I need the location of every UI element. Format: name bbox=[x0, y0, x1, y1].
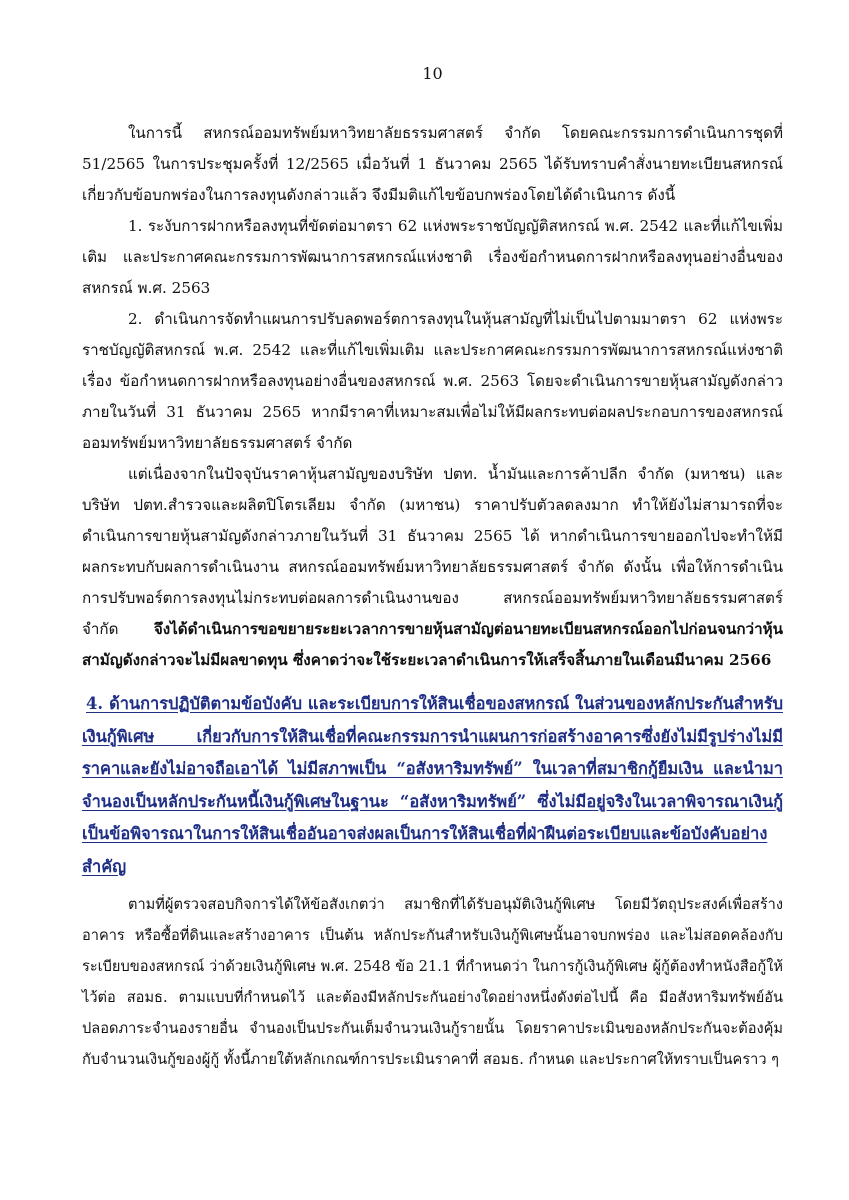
section-4-title: ด้านการปฏิบัติตามข้อบังคับ และระเบียบการให้สินเชื่อของสหกรณ์ ในส่วนของหลักประกันสำหรับเงินกู้พิเศษ เกี่ยวกับการให้สินเชื่อที่คณะกรรมการนำแผนการก่อสร้างอาคารซึ่งยังไม่มีรูปร่างไม่มีราคาและยังไม่อาจถือเอาได้ ไม่มีสภาพเป็น “อสังหาริมทรัพย์” ในเวลาที่สมาชิกกู้ยืมเงิน และนำมาจำนองเป็นหลักประกันหนี้เงินกู้พิเศษในฐานะ “อสังหาริมทรัพย์” ซึ่งไม่มีอยู่จริงในเวลาพิจารณาเงินกู้เป็นข้อพิจารณาในการให้สินเชื่ออันอาจส่งผลเป็นการให้สินเชื่อที่ฝ่าฝืนต่อระเบียบและข้อบังคับอย่างสำคัญ bbox=[82, 694, 783, 876]
section-4-paragraph: ตามที่ผู้ตรวจสอบกิจการได้ให้ข้อสังเกตว่า สมาชิกที่ได้รับอนุมัติเงินกู้พิเศษ โดยมีวัตถุประสงค์เพื่อสร้างอาคาร หรือซื้อที่ดินและสร้างอาคาร เป็นต้น หลักประกันสำหรับเงินกู้พิเศษนั้นอาจบกพร่อง และไม่สอดคล้องกับระเบียบของสหกรณ์ ว่าด้วยเงินกู้พิเศษ พ.ศ. 2548 ข้อ 21.1 ที่กำหนดว่า ในการกู้เงินกู้พิเศษ ผู้กู้ต้องทำหนังสือกู้ให้ไว้ต่อ สอมธ. ตามแบบที่กำหนดไว้ และต้องมีหลักประกันอย่างใดอย่างหนึ่งดังต่อไปนี้ คือ มีอสังหาริมทรัพย์อันปลอดภาระจำนองรายอื่น จำนองเป็นประกันเต็มจำนวนเงินกู้รายนั้น โดยราคาประเมินของหลักประกันจะต้องคุ้มกับจำนวนเงินกู้ของผู้กู้ ทั้งนี้ภายใต้หลักเกณฑ์การประเมินราคาที่ สอมธ. กำหนด และประกาศให้ทราบเป็นคราว ๆ bbox=[82, 896, 783, 1068]
section-4-body bbox=[82, 889, 783, 1075]
item-2-paragraph: 2. ดำเนินการจัดทำแผนการปรับลดพอร์ตการลงทุนในหุ้นสามัญที่ไม่เป็นไปตามมาตรา 62 แห่งพระราชบัญญัติสหกรณ์ พ.ศ. 2542 และที่แก้ไขเพิ่มเติม และประกาศคณะกรรมการพัฒนาการสหกรณ์แห่งชาติ เรื่อง ข้อกำหนดการฝากหรือลงทุนอย่างอื่นของสหกรณ์ พ.ศ. 2563 โดยจะดำเนินการขายหุ้นสามัญดังกล่าวภายในวันที่ 31 ธันวาคม 2565 หากมีราคาที่เหมาะสมเพื่อไม่ให้มีผลกระทบต่อผลประกอบการของสหกรณ์ออมทรัพย์มหาวิทยาลัยธรรมศาสตร์ จำกัด bbox=[82, 310, 783, 452]
section-3-continuation bbox=[82, 118, 783, 676]
however-plain-text: แต่เนื่องจากในปัจจุบันราคาหุ้นสามัญของบริษัท ปตท. น้ำมันและการค้าปลีก จำกัด (มหาชน) และบริษัท ปตท.สำรวจและผลิตปิโตรเลียม จำกัด (มหาชน) ราคาปรับตัวลดลงมาก ทำให้ยังไม่สามารถที่จะดำเนินการขายหุ้นสามัญดังกล่าวภายในวันที่ 31 ธันวาคม 2565 ได้ หากดำเนินการขายออกไปจะทำให้มีผลกระทบกับผลการดำเนินงาน สหกรณ์ออมทรัพย์มหาวิทยาลัยธรรมศาสตร์ จำกัด ดังนั้น เพื่อให้การดำเนินการปรับพอร์ตการลงทุนไม่กระทบต่อผลการดำเนินงานของ สหกรณ์ออมทรัพย์มหาวิทยาลัยธรรมศาสตร์ จำกัด bbox=[82, 465, 783, 638]
intro-paragraph: ในการนี้ สหกรณ์ออมทรัพย์มหาวิทยาลัยธรรมศาสตร์ จำกัด โดยคณะกรรมการดำเนินการชุดที่ 51/2565 ในการประชุมครั้งที่ 12/2565 เมื่อวันที่ 1 ธันวาคม 2565 ได้รับทราบคำสั่งนายทะเบียนสหกรณ์เกี่ยวกับข้อบกพร่องในการลงทุนดังกล่าวแล้ว จึงมีมติแก้ไขข้อบกพร่องโดยได้ดำเนินการ ดังนี้ bbox=[82, 124, 783, 204]
item-1-paragraph: 1. ระงับการฝากหรือลงทุนที่ขัดต่อมาตรา 62 แห่งพระราชบัญญัติสหกรณ์ พ.ศ. 2542 และที่แก้ไขเพิ่มเติม และประกาศคณะกรรมการพัฒนาการสหกรณ์แห่งชาติ เรื่องข้อกำหนดการฝากหรือลงทุนอย่างอื่นของสหกรณ์ พ.ศ. 2563 bbox=[82, 217, 783, 297]
section-4-number: 4. bbox=[86, 694, 104, 713]
page-number: 10 bbox=[422, 64, 443, 83]
however-bold-text: จึงได้ดำเนินการขอขยายระยะเวลาการขายหุ้นสามัญต่อนายทะเบียนสหกรณ์ออกไปก่อนจนกว่าหุ้นสามัญดังกล่าวจะไม่มีผลขาดทุน ซึ่งคาดว่าจะใช้ระยะเวลาดำเนินการให้เสร็จสิ้นภายในเดือนมีนาคม 2566 bbox=[82, 620, 783, 669]
section-4-heading bbox=[82, 688, 783, 883]
however-paragraph bbox=[82, 459, 783, 676]
